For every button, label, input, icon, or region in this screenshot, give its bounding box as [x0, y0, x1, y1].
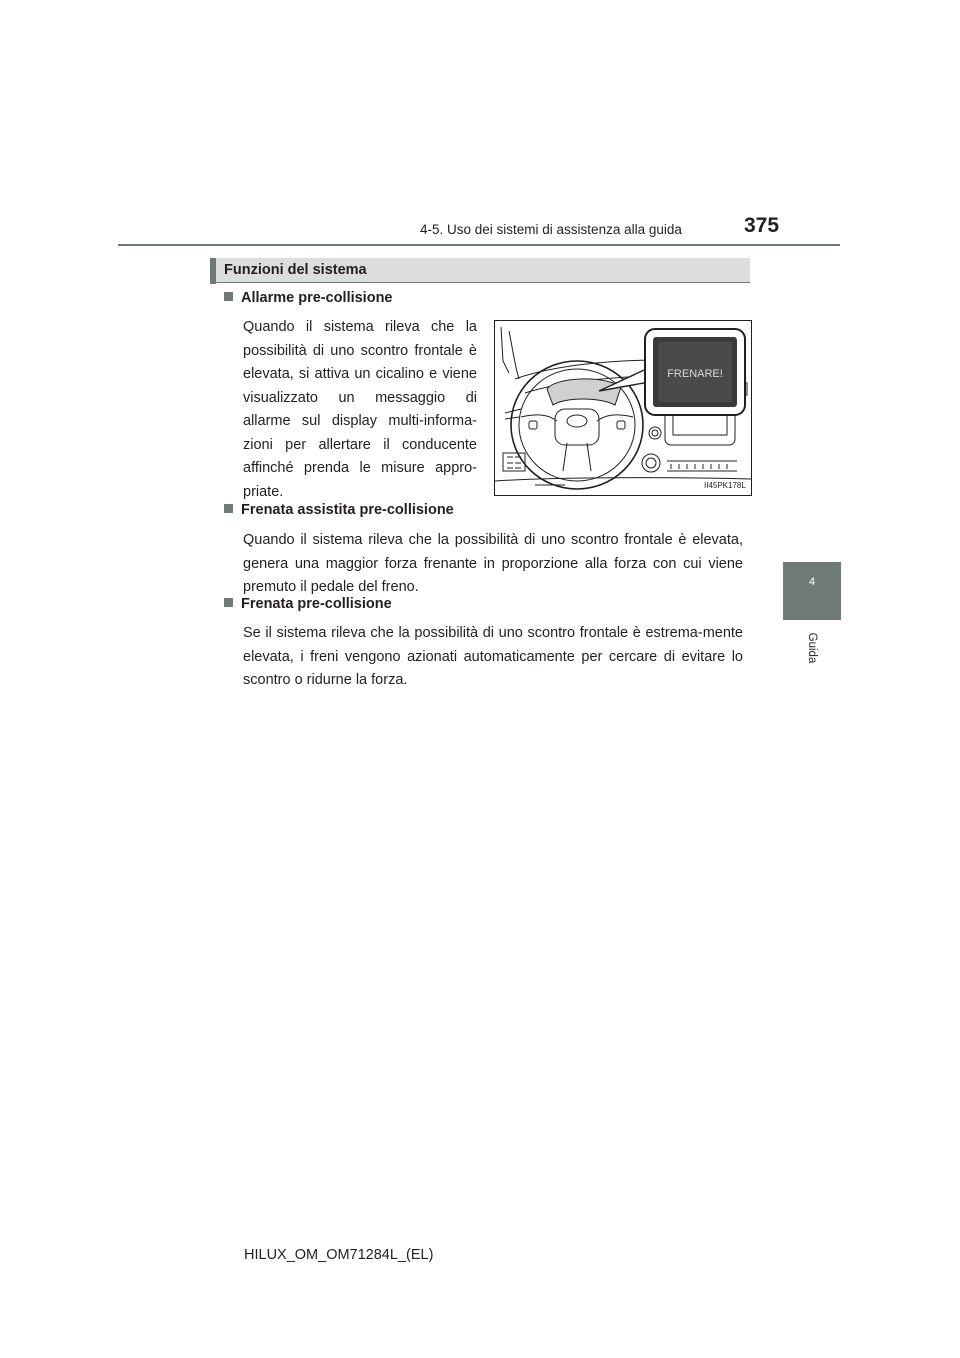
header-divider	[118, 244, 840, 246]
chapter-tab-number: 4	[808, 576, 816, 588]
section-title: Funzioni del sistema	[224, 262, 367, 278]
item-text-pre-collision-braking: Se il sistema rileva che la possibilità di uno scontro frontale è estrema-mente elevata, i freni vengono azionati automaticamente per cercare di evitare lo scontro o ridurne la forza.	[243, 625, 743, 688]
item-heading-pre-collision-warning	[224, 290, 393, 306]
section-heading-accent	[210, 258, 216, 284]
item-text-pre-collision-warning: Quando il sistema rileva che la possibilità di uno scontro frontale è elevata, si attiva un cicalino e viene visualizzato un messaggio di allarme sul display multi-informa-zioni per allertare il conducente affinché prenda le misure appro-priate.	[243, 319, 477, 500]
square-bullet-icon	[224, 504, 233, 513]
square-bullet-icon	[224, 292, 233, 301]
item-heading-pre-collision-braking	[224, 596, 392, 612]
item-heading-label: Allarme pre-collisione	[241, 290, 393, 306]
item-text-pre-collision-brake-assist: Quando il sistema rileva che la possibilità di uno scontro frontale è elevata, genera una maggior forza frenante in proporzione alla forza con cui viene premuto il pedale del freno.	[243, 532, 743, 595]
square-bullet-icon	[224, 598, 233, 607]
footer-document-id: HILUX_OM_OM71284L_(EL)	[244, 1247, 434, 1263]
dashboard-illustration	[494, 320, 752, 496]
dashboard-drawing	[495, 321, 751, 495]
chapter-tab-label: Guida	[806, 632, 818, 664]
illustration-code: II45PK178L	[704, 481, 746, 490]
item-heading-label: Frenata assistita pre-collisione	[241, 502, 454, 518]
page-number: 375	[744, 214, 780, 237]
header-section-title: 4-5. Uso dei sistemi di assistenza alla guida	[420, 222, 682, 237]
display-message: FRENARE!	[667, 368, 723, 380]
item-heading-label: Frenata pre-collisione	[241, 596, 392, 612]
item-heading-pre-collision-brake-assist	[224, 502, 454, 518]
